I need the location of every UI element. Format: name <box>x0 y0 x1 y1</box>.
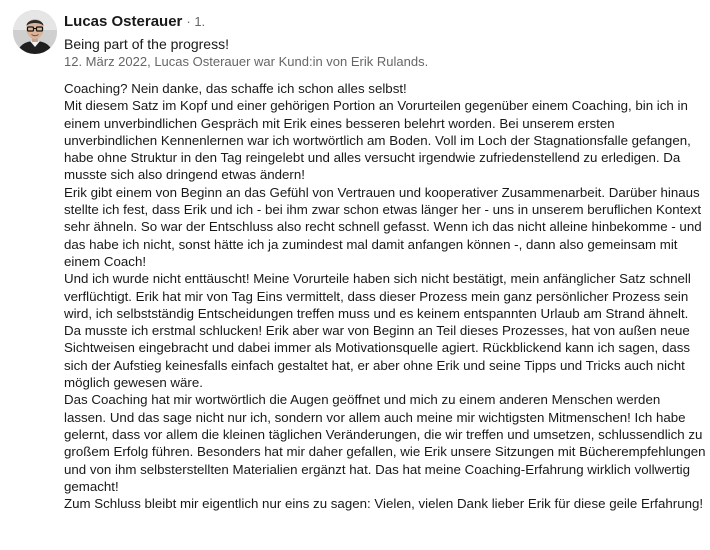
author-headline: Being part of the progress! <box>64 36 229 52</box>
recommendation-text <box>64 80 706 512</box>
paragraph: Zum Schluss bleibt mir eigentlich nur eins zu sagen: Vielen, vielen Dank lieber Erik für diese geile Erfahrung! <box>64 496 704 512</box>
paragraph: Und ich wurde nicht enttäuscht! Meine Vorurteile haben sich nicht bestätigt, mein anfänglicher Satz schnell verflüchtigt. Erik hat mir von Tag Eins vermittelt, dass dieser Prozess mein ganz persönlicher Prozess sein wird, ich selbstständig Entscheidungen treffen muss und es keinem entspannten Urlaub am Strand ähnelt. Da musste ich erstmal schlucken! Erik aber war von Beginn an Teil dieses Prozesses, hat von außen neue Sichtweisen eingebracht und dabei immer als Motivationsquelle agiert. Rückblickend kann ich sagen, dass sich der Aufstieg keinesfalls einfach gestaltet hat, er aber ohne Erik und seine Tipps und Tricks auch nicht möglich gewesen wäre. <box>64 271 691 391</box>
avatar[interactable] <box>13 10 57 54</box>
paragraph: Coaching? Nein danke, das schaffe ich schon alles selbst! <box>64 81 407 96</box>
paragraph: Das Coaching hat mir wortwörtlich die Augen geöffnet und mich zu einem anderen Menschen werden lassen. Und das sage nicht nur ich, sondern vor allem auch meine mir wichtigsten Mitmenschen! Ich habe gelernt, dass vor allem die kleinen täglichen Veränderungen, die wir treffen und umsetzen, schlussendlich zu großem Erfolg führen. Besonders hat mir daher gefallen, wie Erik unsere Sitzungen mit Bücherempfehlungen und von ihm selbsterstellten Materialien ergänzt hat. Das hat meine Coaching-Erfahrung wirklich vollwertig gemacht! <box>64 392 706 494</box>
name-row <box>64 11 704 33</box>
paragraph: Mit diesem Satz im Kopf und einer gehörigen Portion an Vorurteilen gegenüber einem Coaching, bin ich in einem unverbindlichen Gespräch mit Erik eines besseren belehrt worden. Bei unserem ersten unverbindlichen Kennenlernen war ich wortwörtlich am Boden. Voll im Loch der Stagnationsfalle gefangen, habe ohne Struktur in den Tag reingelebt und alles versucht irgendwie zufriedenstellend zu erledigen. Da musste sich also dringend etwas ändern! <box>64 98 691 183</box>
recommendation-header <box>64 11 704 71</box>
profile-photo-icon <box>13 10 57 54</box>
author-name-link[interactable]: Lucas Osterauer <box>64 13 183 30</box>
recommendation-meta: 12. März 2022, Lucas Osterauer war Kund:in von Erik Rulands. <box>64 54 429 69</box>
connection-degree: · 1. <box>186 14 206 29</box>
paragraph: Erik gibt einem von Beginn an das Gefühl von Vertrauen und kooperativer Zusammenarbeit. Darüber hinaus stellte ich fest, dass Erik und ich - bei ihm zwar schon etwas länger her - uns in unserem beruflichen Kontext sehr ähneln. So war der Entschluss also recht schnell gefasst. Wenn ich das nicht alleine hinbekomme - und das habe ich nicht, sonst hätte ich ja zumindest mal damit anfangen können -, dann also gemeinsam mit einem Coach! <box>64 184 702 269</box>
